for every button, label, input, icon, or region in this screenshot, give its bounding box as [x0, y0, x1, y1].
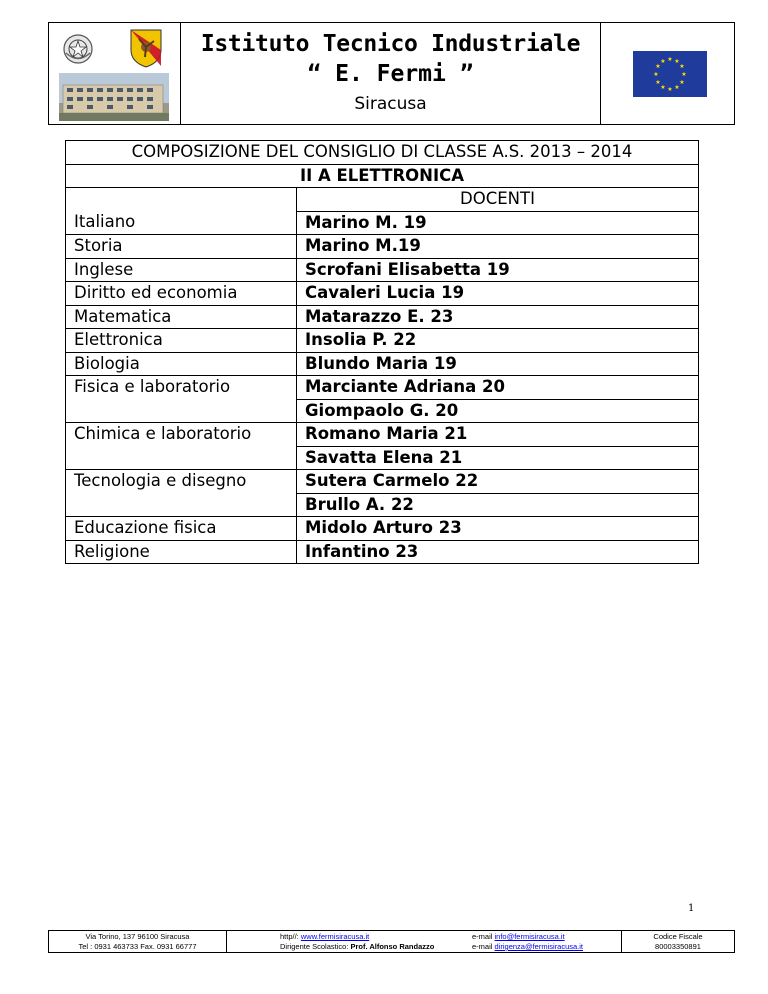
teacher-cell: Brullo A. 22 — [297, 493, 699, 517]
svg-text:★: ★ — [667, 56, 673, 63]
teacher-cell: Giompaolo G. 20 — [297, 399, 699, 423]
svg-text:★: ★ — [674, 84, 680, 91]
teacher-cell: Scrofani Elisabetta 19 — [297, 258, 699, 282]
phone-line: Tel : 0931 463733 Fax. 0931 66777 — [78, 942, 197, 951]
svg-text:★: ★ — [679, 63, 685, 70]
table-row — [66, 329, 699, 353]
class-name: II A ELETTRONICA — [66, 164, 699, 188]
sicily-coat-of-arms-icon — [129, 28, 163, 68]
table-row — [66, 305, 699, 329]
teacher-cell: Matarazzo E. 23 — [297, 305, 699, 329]
svg-text:★: ★ — [655, 79, 661, 86]
institute-name: Istituto Tecnico Industriale — [200, 31, 581, 57]
svg-text:★: ★ — [674, 58, 680, 65]
class-council-table — [65, 140, 699, 564]
teacher-cell: Sutera Carmelo 22 — [297, 470, 699, 494]
info-email-link[interactable]: info@fermisiracusa.it — [494, 932, 565, 941]
svg-text:★: ★ — [653, 71, 659, 78]
subject-cell: Storia — [66, 235, 297, 259]
email-label: e-mail — [472, 932, 495, 941]
subject-cell: Fisica e laboratorio — [66, 376, 297, 423]
address-cell — [49, 931, 227, 952]
teacher-cell: Romano Maria 21 — [297, 423, 699, 447]
svg-text:★: ★ — [681, 71, 687, 78]
dirigente-label: Dirigente Scolastico: — [280, 942, 351, 951]
contacts-cell — [227, 931, 622, 952]
school-building-photo — [59, 73, 169, 121]
table-row — [66, 352, 699, 376]
eu-flag-cell — [601, 23, 734, 124]
italian-republic-emblem-icon — [62, 33, 94, 65]
subject-cell: Chimica e laboratorio — [66, 423, 297, 470]
dirigente-name: Prof. Alfonso Randazzo — [350, 942, 435, 951]
email-label: e-mail — [472, 942, 495, 951]
table-row — [66, 211, 699, 235]
letterhead — [48, 22, 735, 125]
subject-cell: Religione — [66, 540, 297, 564]
svg-text:★: ★ — [679, 79, 685, 86]
institute-title-cell — [181, 23, 601, 124]
teacher-cell: Insolia P. 22 — [297, 329, 699, 353]
table-row — [66, 517, 699, 541]
teacher-cell: Blundo Maria 19 — [297, 352, 699, 376]
subject-cell: Matematica — [66, 305, 297, 329]
teacher-cell: Cavaleri Lucia 19 — [297, 282, 699, 306]
subject-cell: Italiano — [66, 211, 297, 235]
fiscal-code-value: 80003350891 — [655, 942, 701, 951]
svg-text:★: ★ — [660, 58, 666, 65]
svg-text:★: ★ — [667, 86, 673, 93]
table-row — [66, 258, 699, 282]
subject-cell: Tecnologia e disegno — [66, 470, 297, 517]
teacher-cell: Midolo Arturo 23 — [297, 517, 699, 541]
subject-cell: Diritto ed economia — [66, 282, 297, 306]
svg-text:★: ★ — [660, 84, 666, 91]
teacher-cell: Marciante Adriana 20 — [297, 376, 699, 400]
fiscal-code-label: Codice Fiscale — [653, 932, 703, 941]
subject-cell: Educazione fisica — [66, 517, 297, 541]
svg-text:★: ★ — [655, 63, 661, 70]
table-row — [66, 235, 699, 259]
subject-cell: Biologia — [66, 352, 297, 376]
subject-cell: Inglese — [66, 258, 297, 282]
teacher-cell: Marino M. 19 — [297, 211, 699, 235]
letterhead-footer — [48, 930, 735, 953]
subject-cell: Elettronica — [66, 329, 297, 353]
teacher-cell: Infantino 23 — [297, 540, 699, 564]
teacher-cell: Savatta Elena 21 — [297, 446, 699, 470]
page-number: 1 — [688, 903, 695, 914]
address-line: Via Torino, 137 96100 Siracusa — [85, 932, 190, 941]
table-row — [66, 540, 699, 564]
institute-city: Siracusa — [354, 94, 427, 114]
eu-flag-icon — [633, 51, 707, 97]
logo-cell — [49, 23, 181, 124]
table-row-spacer — [66, 188, 297, 212]
table-row — [66, 376, 699, 400]
table-heading: COMPOSIZIONE DEL CONSIGLIO DI CLASSE A.S. 2013 – 2014 — [66, 141, 699, 165]
table-row — [66, 470, 699, 494]
teacher-cell: Marino M.19 — [297, 235, 699, 259]
table-row — [66, 282, 699, 306]
website-link[interactable]: www.fermisiracusa.it — [300, 932, 370, 941]
web-prefix: http//: — [280, 932, 301, 941]
table-row — [66, 423, 699, 447]
institute-namesake: “ E. Fermi ” — [307, 61, 474, 87]
fiscal-code-cell — [622, 931, 734, 952]
docenti-label: DOCENTI — [297, 188, 699, 212]
dirigenza-email-link[interactable]: dirigenza@fermisiracusa.it — [494, 942, 583, 951]
